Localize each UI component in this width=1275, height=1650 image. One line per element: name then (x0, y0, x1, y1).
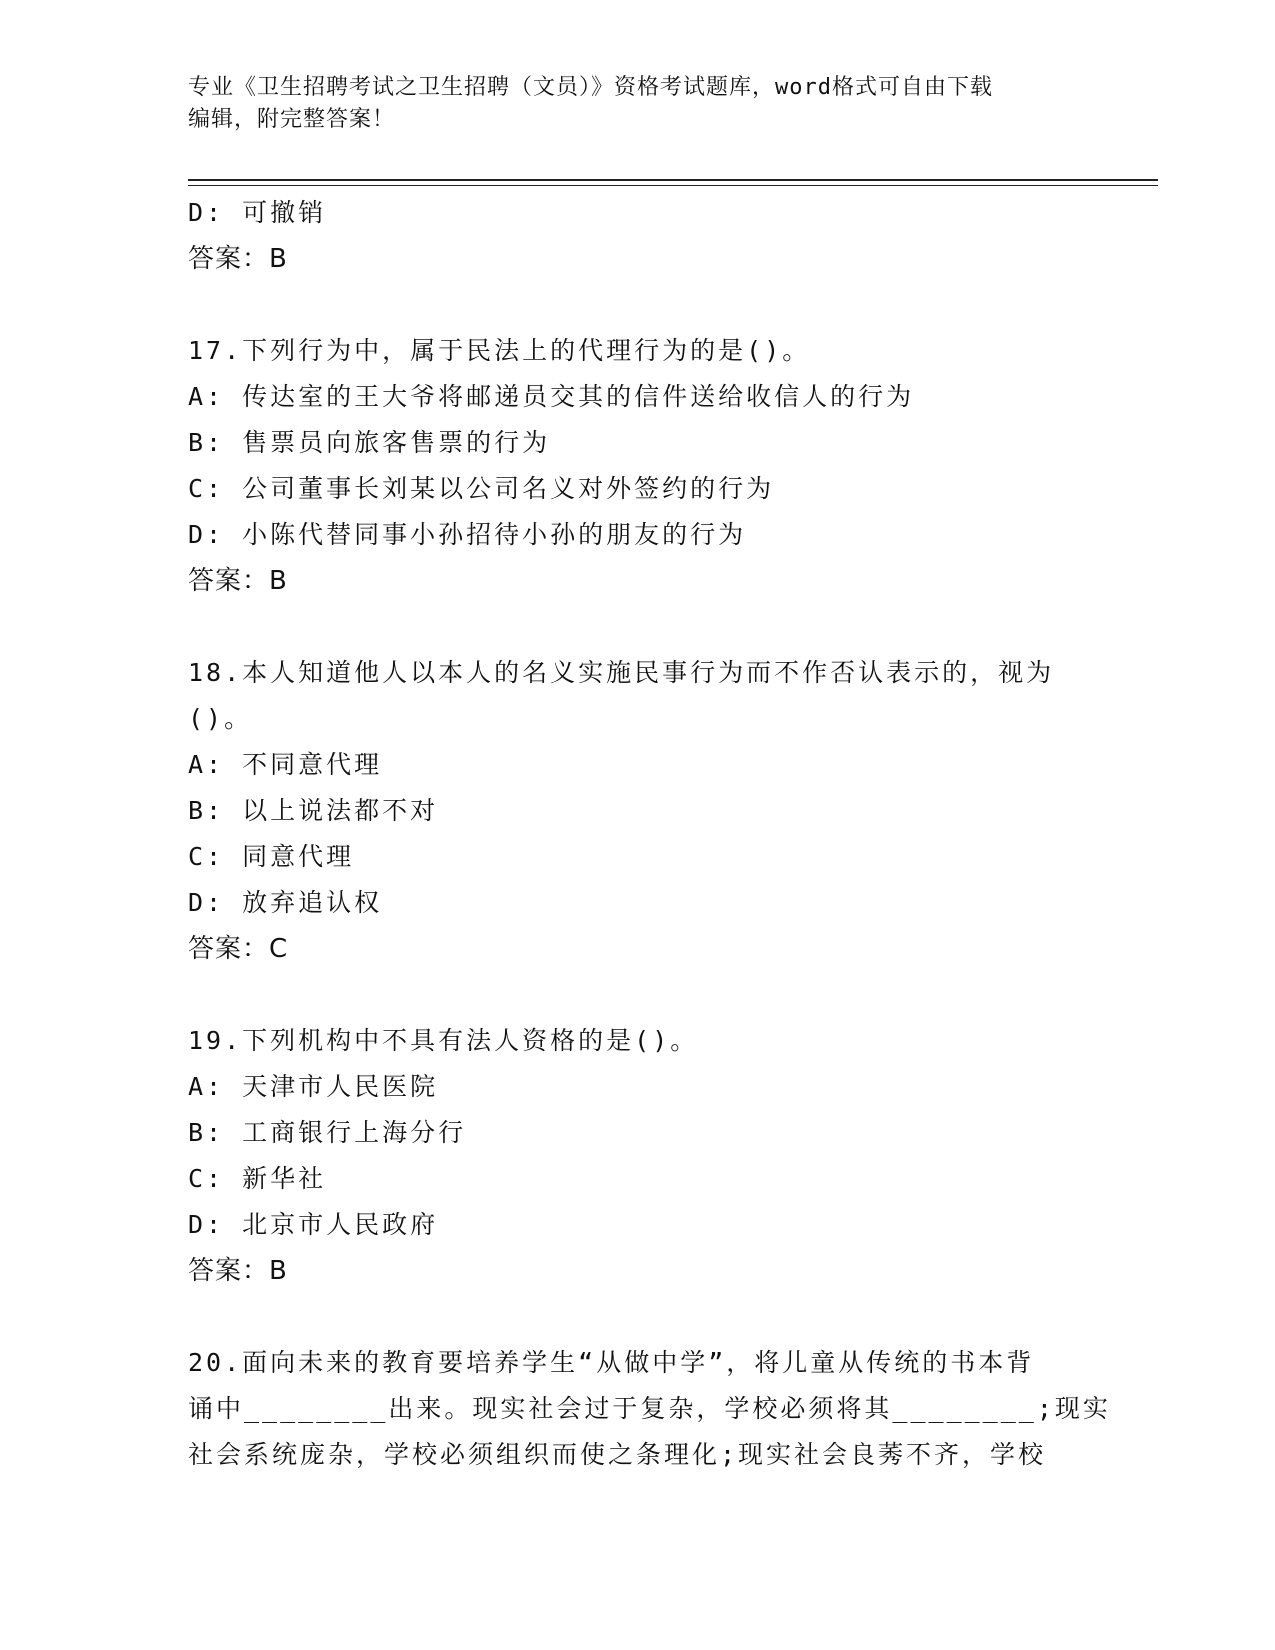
q17-option-a: A: 传达室的王大爷将邮递员交其的信件送给收信人的行为 (188, 382, 915, 411)
q19-option-c: C: 新华社 (188, 1164, 327, 1193)
q19-option-d: D: 北京市人民政府 (188, 1210, 439, 1239)
question-content (188, 190, 1111, 1478)
spacer (188, 282, 1088, 328)
q20-stem-line-3: 社会系统庞杂，学校必须组织而使之条理化;现实社会良莠不齐，学校 (188, 1440, 1047, 1469)
q20-stem-line-1: 20.面向未来的教育要培养学生“从做中学”，将儿童从传统的书本背 (188, 1348, 1035, 1377)
q17-stem: 17.下列行为中，属于民法上的代理行为的是()。 (188, 336, 811, 365)
q16-option-d: D: 可撤销 (188, 198, 327, 227)
q19-stem: 19.下列机构中不具有法人资格的是()。 (188, 1026, 699, 1055)
header-line-1: 专业《卫生招聘考试之卫生招聘（文员）》资格考试题库，word格式可自由下载 (188, 75, 993, 100)
q18-answer: 答案：C (188, 934, 289, 964)
q18-stem-line-1: 18.本人知道他人以本人的名义实施民事行为而不作否认表示的，视为 (188, 658, 1055, 687)
header-divider-thin (188, 185, 1158, 186)
spacer (188, 604, 1088, 650)
q18-option-b: B: 以上说法都不对 (188, 796, 439, 825)
q20-stem-line-2: 诵中________出来。现实社会过于复杂，学校必须将其________;现实 (188, 1394, 1111, 1423)
q17-option-b: B: 售票员向旅客售票的行为 (188, 428, 551, 457)
q18-option-d: D: 放弃追认权 (188, 888, 383, 917)
q19-answer: 答案：B (188, 1256, 288, 1286)
q18-option-a: A: 不同意代理 (188, 750, 383, 779)
document-header (188, 72, 1068, 136)
q17-option-d: D: 小陈代替同事小孙招待小孙的朋友的行为 (188, 520, 747, 549)
q19-option-a: A: 天津市人民医院 (188, 1072, 439, 1101)
q16-answer: 答案：B (188, 244, 288, 274)
header-line-2: 编辑，附完整答案！ (188, 107, 396, 132)
q18-stem-line-2: ()。 (188, 704, 253, 733)
header-divider-thick (188, 179, 1158, 181)
q18-option-c: C: 同意代理 (188, 842, 355, 871)
spacer (188, 972, 1088, 1018)
q19-option-b: B: 工商银行上海分行 (188, 1118, 467, 1147)
q17-answer: 答案：B (188, 566, 288, 596)
spacer (188, 1294, 1088, 1340)
q17-option-c: C: 公司董事长刘某以公司名义对外签约的行为 (188, 474, 775, 503)
